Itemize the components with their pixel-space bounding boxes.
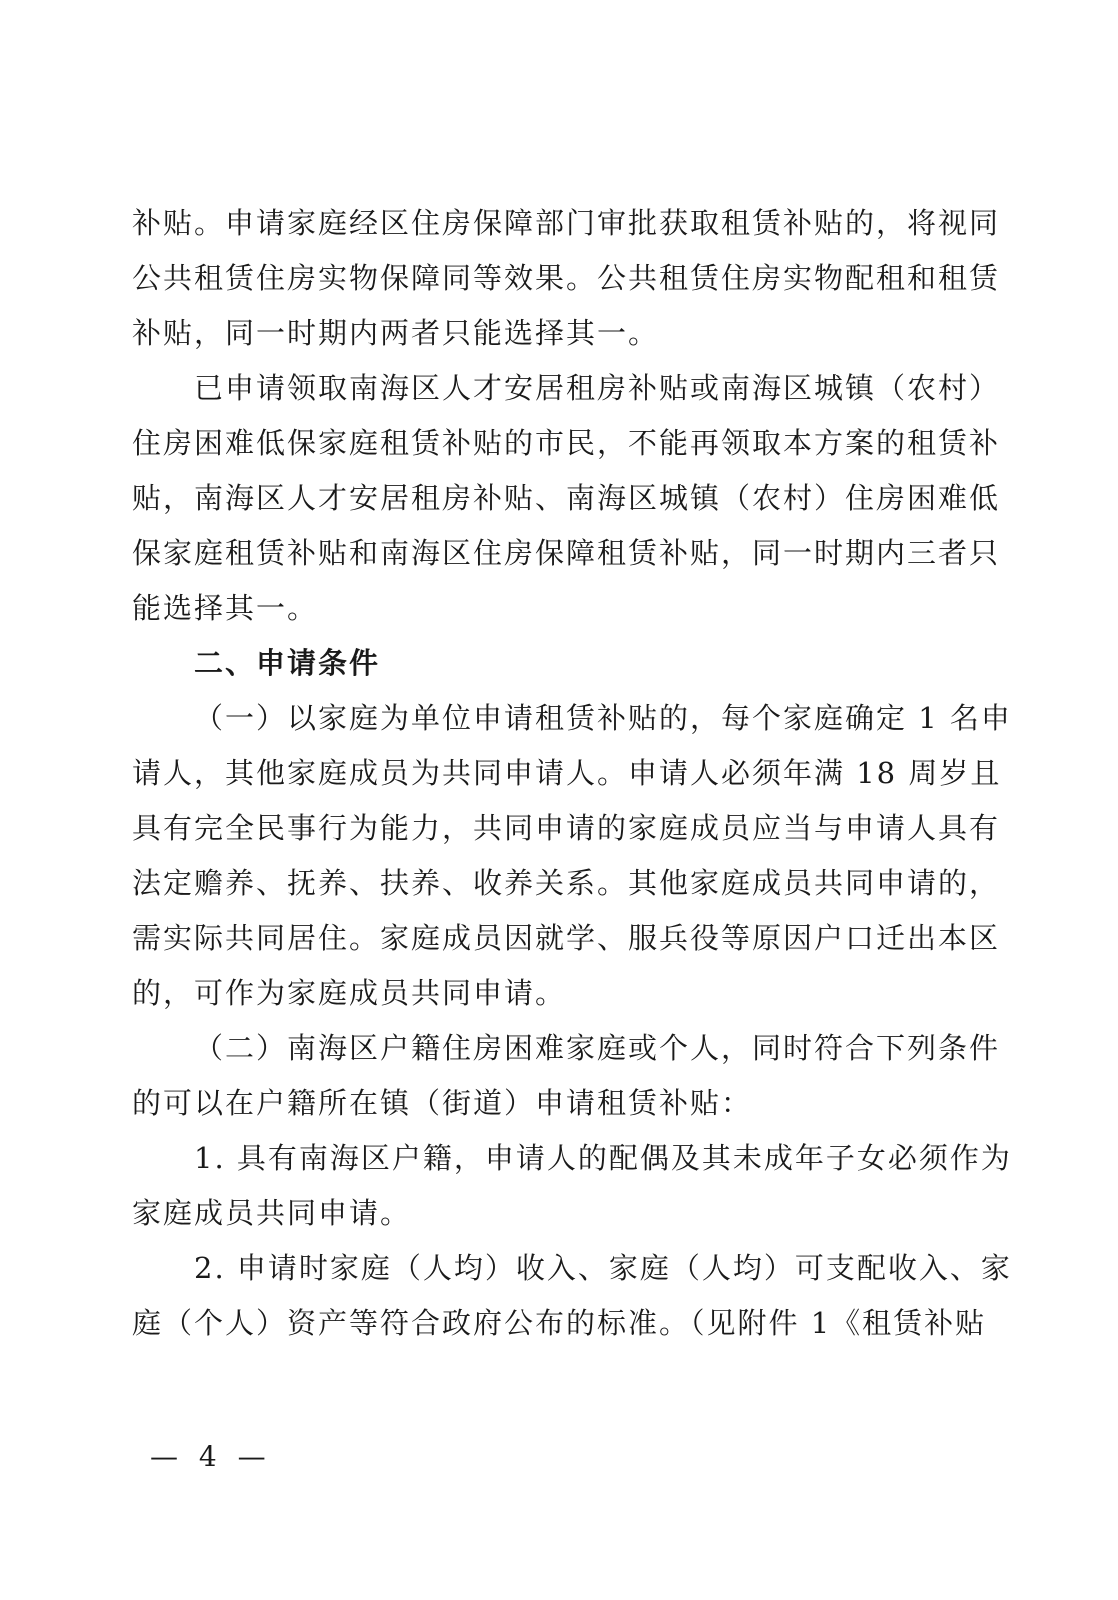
paragraph-line: （一）以家庭为单位申请租赁补贴的，每个家庭确定 1 名申 — [194, 701, 1012, 735]
paragraph-line: 公共租赁住房实物保障同等效果。公共租赁住房实物配租和租赁 — [132, 261, 1001, 295]
paragraph-line: 需实际共同居住。家庭成员因就学、服兵役等原因户口迁出本区 — [132, 921, 1001, 955]
paragraph-line: 的，可作为家庭成员共同申请。 — [132, 976, 567, 1010]
paragraph-line: 庭（个人）资产等符合政府公布的标准。（见附件 1《租赁补贴 — [132, 1306, 987, 1340]
paragraph-line: （二）南海区户籍住房困难家庭或个人，同时符合下列条件 — [194, 1031, 1001, 1065]
paragraph-line: 的可以在户籍所在镇（街道）申请租赁补贴： — [132, 1086, 753, 1120]
paragraph-line: 法定赡养、抚养、扶养、收养关系。其他家庭成员共同申请的， — [132, 866, 1001, 900]
paragraph-line: 补贴。申请家庭经区住房保障部门审批获取租赁补贴的，将视同 — [132, 206, 1001, 240]
paragraph-line: 贴，南海区人才安居租房补贴、南海区城镇（农村）住房困难低 — [132, 481, 1001, 515]
paragraph-line: 已申请领取南海区人才安居租房补贴或南海区城镇（农村） — [194, 371, 1001, 405]
paragraph-line: 请人，其他家庭成员为共同申请人。申请人必须年满 18 周岁且 — [132, 756, 1002, 790]
document-body — [132, 196, 1012, 1351]
paragraph-line: 具有完全民事行为能力，共同申请的家庭成员应当与申请人具有 — [132, 811, 1001, 845]
page-number: — 4 — — [150, 1440, 272, 1473]
paragraph-line: 1. 具有南海区户籍，申请人的配偶及其未成年子女必须作为 — [194, 1141, 1012, 1175]
paragraph-line: 家庭成员共同申请。 — [132, 1196, 412, 1230]
paragraph-line: 保家庭租赁补贴和南海区住房保障租赁补贴，同一时期内三者只 — [132, 536, 1001, 570]
paragraph-line: 能选择其一。 — [132, 591, 319, 625]
paragraph-line: 住房困难低保家庭租赁补贴的市民，不能再领取本方案的租赁补 — [132, 426, 1001, 460]
section-heading: 二、申请条件 — [194, 646, 381, 680]
paragraph-line: 2. 申请时家庭（人均）收入、家庭（人均）可支配收入、家 — [194, 1251, 1012, 1285]
paragraph-line: 补贴，同一时期内两者只能选择其一。 — [132, 316, 660, 350]
